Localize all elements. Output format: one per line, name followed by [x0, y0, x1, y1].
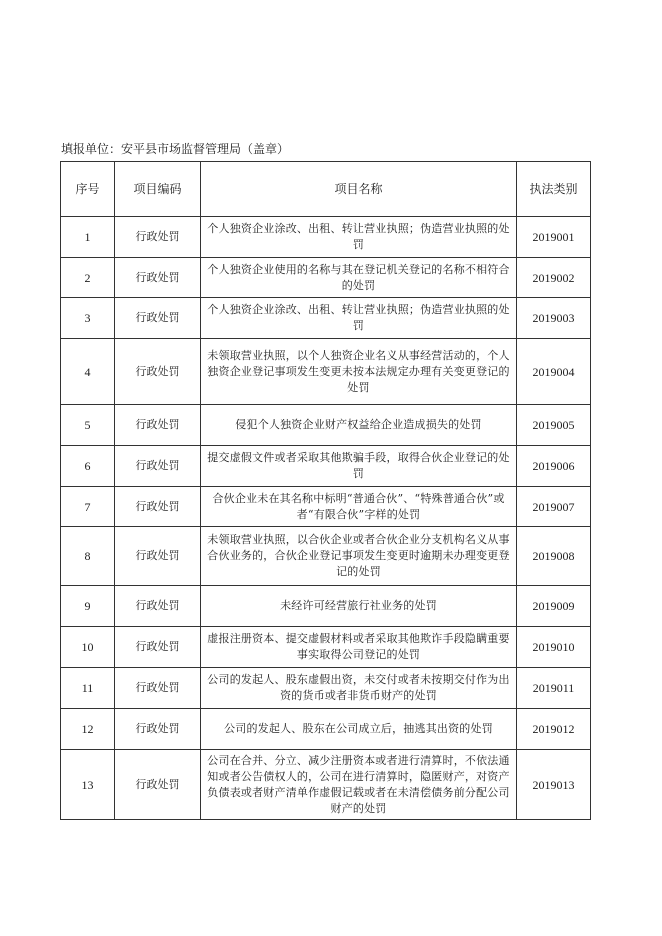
row-name-cell: 个人独资企业涂改、出租、转让营业执照；伪造营业执照的处罚: [201, 298, 517, 339]
row-code-cell: 行政处罚: [115, 298, 201, 339]
row-category-cell: 2019006: [517, 446, 591, 487]
table-row: [61, 750, 591, 820]
column-header-name: 项目名称: [201, 162, 517, 217]
row-category-cell: 2019005: [517, 405, 591, 446]
row-index-cell: 7: [61, 487, 115, 527]
row-index-cell: 6: [61, 446, 115, 487]
row-category-cell: 2019002: [517, 258, 591, 298]
row-code-cell: 行政处罚: [115, 668, 201, 709]
row-index-cell: 1: [61, 217, 115, 258]
column-header-category: 执法类别: [517, 162, 591, 217]
table-header-row: [61, 162, 591, 217]
row-code-cell: 行政处罚: [115, 446, 201, 487]
row-category-cell: 2019001: [517, 217, 591, 258]
row-index-cell: 13: [61, 750, 115, 820]
row-name-cell: 公司的发起人、股东在公司成立后，抽逃其出资的处罚: [201, 709, 517, 750]
column-header-index: 序号: [61, 162, 115, 217]
table-row: [61, 586, 591, 627]
row-category-cell: 2019008: [517, 527, 591, 586]
row-category-cell: 2019011: [517, 668, 591, 709]
table-row: [61, 487, 591, 527]
row-name-cell: 公司在合并、分立、减少注册资本或者进行清算时，不依法通知或者公告债权人的，公司在进行清算时，隐匿财产，对资产负债表或者财产清单作虚假记载或者在未清偿债务前分配公司财产的处罚: [201, 750, 517, 820]
row-category-cell: 2019013: [517, 750, 591, 820]
row-name-cell: 虚报注册资本、提交虚假材料或者采取其他欺诈手段隐瞒重要事实取得公司登记的处罚: [201, 627, 517, 668]
reporting-unit-label: 填报单位：安平县市场监督管理局（盖章）: [61, 142, 290, 156]
table-row: [61, 298, 591, 339]
column-header-code: 项目编码: [115, 162, 201, 217]
row-category-cell: 2019009: [517, 586, 591, 627]
table-row: [61, 217, 591, 258]
table-row: [61, 446, 591, 487]
row-code-cell: 行政处罚: [115, 258, 201, 298]
enforcement-items-table: [60, 161, 591, 820]
table-row: [61, 527, 591, 586]
row-code-cell: 行政处罚: [115, 527, 201, 586]
row-code-cell: 行政处罚: [115, 586, 201, 627]
table-row: [61, 258, 591, 298]
table-row: [61, 709, 591, 750]
table-row: [61, 668, 591, 709]
row-name-cell: 合伙企业未在其名称中标明“普通合伙”、“特殊普通合伙”或者“有限合伙”字样的处罚: [201, 487, 517, 527]
row-index-cell: 9: [61, 586, 115, 627]
row-category-cell: 2019003: [517, 298, 591, 339]
row-index-cell: 10: [61, 627, 115, 668]
row-category-cell: 2019010: [517, 627, 591, 668]
row-index-cell: 2: [61, 258, 115, 298]
row-index-cell: 12: [61, 709, 115, 750]
row-name-cell: 公司的发起人、股东虚假出资，未交付或者未按期交付作为出资的货币或者非货币财产的处罚: [201, 668, 517, 709]
table-row: [61, 627, 591, 668]
row-code-cell: 行政处罚: [115, 405, 201, 446]
row-name-cell: 侵犯个人独资企业财产权益给企业造成损失的处罚: [201, 405, 517, 446]
row-code-cell: 行政处罚: [115, 339, 201, 405]
row-index-cell: 5: [61, 405, 115, 446]
row-name-cell: 个人独资企业涂改、出租、转让营业执照；伪造营业执照的处罚: [201, 217, 517, 258]
table-row: [61, 339, 591, 405]
row-code-cell: 行政处罚: [115, 627, 201, 668]
row-category-cell: 2019007: [517, 487, 591, 527]
row-index-cell: 8: [61, 527, 115, 586]
row-name-cell: 提交虚假文件或者采取其他欺骗手段，取得合伙企业登记的处罚: [201, 446, 517, 487]
row-code-cell: 行政处罚: [115, 217, 201, 258]
row-code-cell: 行政处罚: [115, 750, 201, 820]
row-index-cell: 4: [61, 339, 115, 405]
row-name-cell: 个人独资企业使用的名称与其在登记机关登记的名称不相符合的处罚: [201, 258, 517, 298]
row-code-cell: 行政处罚: [115, 709, 201, 750]
table-row: [61, 405, 591, 446]
row-name-cell: 未领取营业执照，以合伙企业或者合伙企业分支机构名义从事合伙业务的，合伙企业登记事项发生变更时逾期未办理变更登记的处罚: [201, 527, 517, 586]
row-index-cell: 3: [61, 298, 115, 339]
row-index-cell: 11: [61, 668, 115, 709]
row-name-cell: 未领取营业执照，以个人独资企业名义从事经营活动的，个人独资企业登记事项发生变更未按本法规定办理有关变更登记的处罚: [201, 339, 517, 405]
row-category-cell: 2019004: [517, 339, 591, 405]
row-category-cell: 2019012: [517, 709, 591, 750]
row-name-cell: 未经许可经营旅行社业务的处罚: [201, 586, 517, 627]
row-code-cell: 行政处罚: [115, 487, 201, 527]
